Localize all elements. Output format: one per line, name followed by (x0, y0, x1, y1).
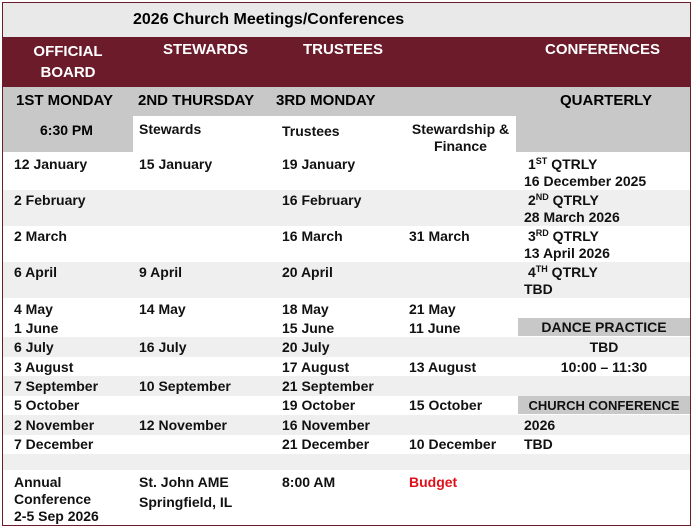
cell-trustees: 21 September (282, 378, 374, 394)
quarterly-label (528, 228, 599, 245)
cell-trustees: 17 August (282, 359, 350, 375)
annual-line-3: 2-5 Sep 2026 (14, 508, 99, 524)
quarterly-label (528, 264, 598, 281)
quarterly-date: 28 March 2026 (524, 209, 620, 225)
quarterly-band (516, 116, 690, 152)
annual-time: 8:00 AM (282, 474, 336, 490)
schedule-sheet (2, 2, 691, 526)
quarterly-text: QTRLY (548, 192, 599, 208)
header-stewards: STEWARDS (163, 41, 249, 58)
cell-board: 6 July (14, 339, 54, 355)
cell-trustees: 20 July (282, 339, 330, 355)
quarterly-ordinal: ND (535, 192, 549, 202)
cell-board: 3 August (14, 359, 74, 375)
quarterly-label (528, 192, 599, 209)
cell-board: 4 May (14, 301, 53, 317)
cell-stewards: 15 January (139, 156, 213, 172)
quarterly-ordinal: ST (535, 156, 548, 166)
cell-board: 5 October (14, 397, 80, 413)
header-conferences: CONFERENCES (545, 41, 661, 58)
cell-trustees: 19 January (282, 156, 356, 172)
cell-finance: 13 August (409, 359, 477, 375)
schedule-official-board: 1ST MONDAY (16, 92, 113, 109)
subheader-stewardship-finance: Stewardship & Finance (411, 121, 510, 154)
row-stripe (3, 454, 690, 470)
quarterly-label (528, 156, 597, 173)
annual-place-2: Springfield, IL (139, 494, 233, 510)
cell-trustees: 16 March (282, 228, 343, 244)
cell-stewards: 9 April (139, 264, 183, 280)
schedule-trustees: 3RD MONDAY (276, 92, 376, 109)
cell-board: 7 September (14, 378, 99, 394)
cell-finance: 11 June (409, 320, 461, 336)
quarterly-text: QTRLY (547, 264, 598, 280)
cell-stewards: 16 July (139, 339, 187, 355)
subheader-trustees: Trustees (282, 123, 340, 139)
quarterly-date: 16 December 2025 (524, 173, 647, 189)
cell-board: 7 December (14, 436, 94, 452)
church-conference-title: CHURCH CONFERENCE (528, 398, 680, 413)
cell-finance: 31 March (409, 228, 470, 244)
cell-trustees: 15 June (282, 320, 335, 336)
subheader-stewards: Stewards (139, 121, 202, 137)
annual-place-1: St. John AME (139, 474, 229, 490)
cell-trustees: 18 May (282, 301, 329, 317)
quarterly-number: 2 (528, 192, 536, 208)
cell-stewards: 14 May (139, 301, 186, 317)
quarterly-number: 4 (528, 264, 536, 280)
cell-trustees: 21 December (282, 436, 370, 452)
schedule-conferences: QUARTERLY (560, 92, 652, 109)
church-conference-date: TBD (524, 436, 553, 452)
annual-line-1: Annual (14, 474, 62, 490)
cell-finance: 15 October (409, 397, 483, 413)
quarterly-date: TBD (524, 281, 553, 297)
schedule-stewards: 2ND THURSDAY (138, 92, 255, 109)
cell-board: 2 November (14, 417, 95, 433)
cell-board: 2 March (14, 228, 67, 244)
cell-stewards: 12 November (139, 417, 227, 433)
dance-practice-date: TBD (589, 339, 619, 355)
cell-trustees: 16 February (282, 192, 362, 208)
quarterly-ordinal: TH (535, 264, 548, 274)
cell-finance: 10 December (409, 436, 497, 452)
header-official-board: OFFICIAL BOARD (33, 43, 103, 81)
meeting-time: 6:30 PM (40, 122, 93, 138)
church-conference-year: 2026 (524, 417, 556, 433)
cell-trustees: 19 October (282, 397, 356, 413)
budget-label: Budget (409, 474, 458, 490)
dance-practice-time: 10:00 – 11:30 (560, 359, 648, 375)
cell-stewards: 10 September (139, 378, 231, 394)
cell-board: 6 April (14, 264, 58, 280)
quarterly-ordinal: RD (535, 228, 549, 238)
cell-board: 12 January (14, 156, 88, 172)
quarterly-text: QTRLY (548, 228, 599, 244)
cell-board: 2 February (14, 192, 86, 208)
cell-trustees: 16 November (282, 417, 370, 433)
page-title: 2026 Church Meetings/Conferences (133, 11, 405, 28)
annual-line-2: Conference (14, 491, 92, 507)
quarterly-date: 13 April 2026 (524, 245, 610, 261)
cell-trustees: 20 April (282, 264, 333, 280)
quarterly-text: QTRLY (547, 156, 598, 172)
quarterly-number: 1 (528, 156, 536, 172)
quarterly-number: 3 (528, 228, 536, 244)
cell-finance: 21 May (409, 301, 456, 317)
cell-board: 1 June (14, 320, 59, 336)
header-trustees: TRUSTEES (303, 41, 384, 58)
dance-practice-title: DANCE PRACTICE (541, 319, 667, 335)
